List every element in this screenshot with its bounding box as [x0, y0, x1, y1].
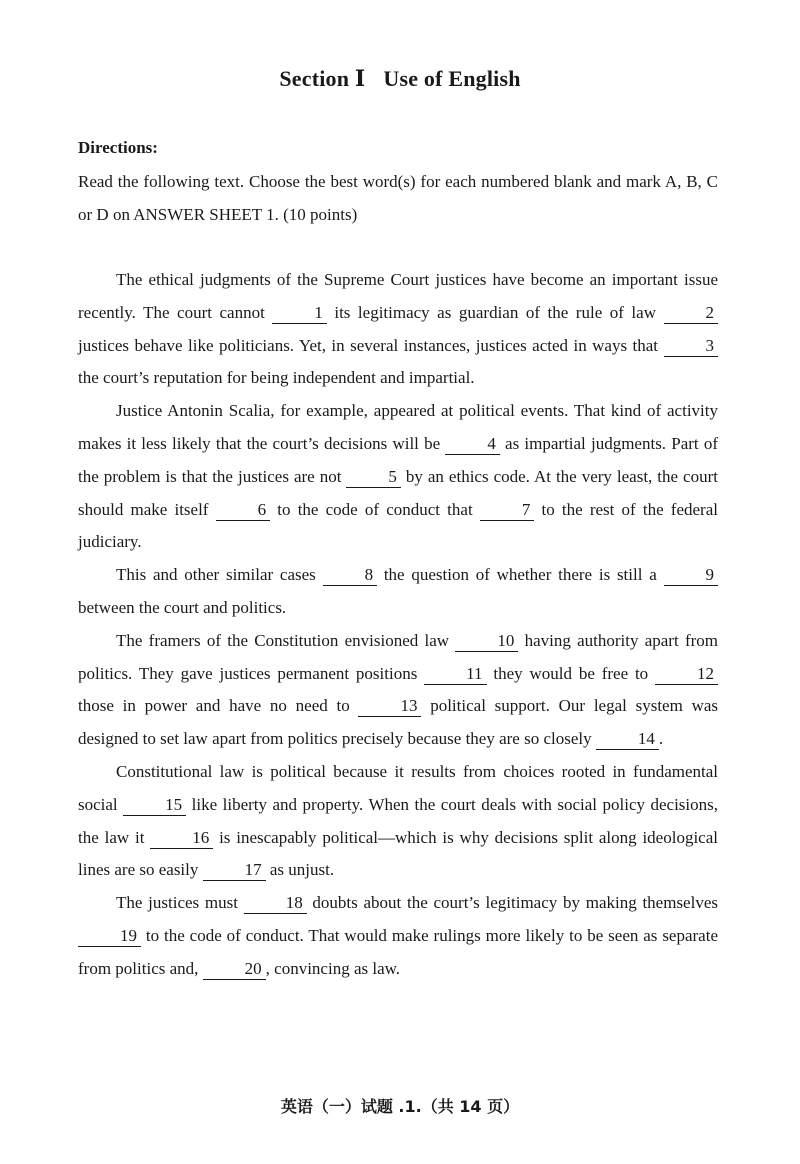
passage-text: .	[658, 729, 664, 749]
passage-text: the question of whether there is still a	[377, 565, 664, 585]
blank-4: 4	[445, 434, 500, 455]
section-name: Use of English	[383, 66, 521, 91]
directions-text: Read the following text. Choose the best word(s) for each numbered blank and mark A, B, C or D on ANSWER SHEET 1. (10 points)	[78, 172, 718, 224]
blank-12: 12	[655, 664, 718, 685]
passage-text: to the code of conduct. That would make rulings more likely to be seen as separate from politics and,	[78, 925, 718, 978]
blank-1: 1	[272, 303, 327, 324]
passage-text: to the rest of the federal judiciary.	[78, 499, 718, 552]
paragraph	[78, 887, 718, 985]
passage-text: its legitimacy as guardian of the rule of law	[326, 302, 664, 322]
passage-text: they would be free to	[486, 663, 656, 683]
passage-text: The ethical judgments of the Supreme Court justices have become an important issue recently. The court cannot	[78, 270, 718, 322]
blank-11: 11	[424, 664, 486, 685]
section-title	[0, 66, 800, 92]
blank-8: 8	[323, 565, 378, 586]
passage-text: having authority apart from politics. They gave justices permanent positions	[78, 630, 718, 683]
blank-13: 13	[358, 696, 421, 717]
passage	[78, 264, 718, 986]
passage-text: justices behave like politicians. Yet, in several instances, justices acted in ways that	[78, 335, 664, 355]
page-footer: 英语（一）试题 .1.（共 14 页）	[280, 1097, 520, 1116]
paragraph	[78, 559, 718, 625]
blank-19: 19	[78, 926, 141, 947]
passage-text: like liberty and property. When the court deals with social policy decisions, the law it	[78, 794, 719, 847]
paragraph	[78, 395, 718, 559]
passage-text: The framers of the Constitution envisioned law	[116, 630, 456, 650]
blank-2: 2	[664, 303, 719, 324]
passage-text: as impartial judgments. Part of the problem is that the justices are not	[78, 433, 718, 486]
passage-text: The justices must	[116, 893, 244, 913]
blank-5: 5	[346, 467, 401, 488]
passage-text: Justice Antonin Scalia, for example, appeared at political events. That kind of activity makes it less likely that the court’s decisions will be	[78, 401, 718, 453]
blank-14: 14	[596, 729, 659, 750]
passage-text: doubts about the court’s legitimacy by making themselves	[306, 893, 718, 913]
blank-3: 3	[664, 336, 719, 357]
passage-text: Constitutional law is political because it results from choices rooted in fundamental social	[78, 761, 718, 814]
blank-17: 17	[203, 860, 266, 881]
passage-text: by an ethics code. At the very least, the court should make itself	[78, 466, 718, 519]
paragraph	[78, 264, 718, 395]
blank-18: 18	[244, 893, 307, 914]
passage-text: to the code of conduct that	[270, 499, 480, 519]
blank-6: 6	[216, 500, 271, 521]
blank-20: 20	[203, 959, 266, 980]
passage-text: the court’s reputation for being independent and impartial.	[78, 368, 475, 388]
passage-text: political support. Our legal system was designed to set law apart from politics precisely because they are so closely	[78, 696, 719, 749]
directions-heading: Directions:	[78, 138, 158, 157]
blank-7: 7	[480, 500, 535, 521]
passage-text: as unjust.	[265, 860, 335, 880]
blank-10: 10	[455, 631, 518, 652]
passage-text: , convincing as law.	[265, 958, 401, 978]
section-number: Section Ⅰ	[279, 66, 366, 91]
blank-16: 16	[150, 828, 213, 849]
passage-text: is inescapably political—which is why decisions split along ideological lines are so easily	[78, 827, 718, 880]
passage-text: This and other similar cases	[116, 565, 323, 585]
paragraph	[78, 756, 718, 887]
blank-9: 9	[664, 565, 719, 586]
passage-text: between the court and politics.	[78, 597, 287, 617]
directions-text-block	[78, 166, 718, 232]
blank-15: 15	[123, 795, 186, 816]
passage-text: those in power and have no need to	[78, 696, 359, 716]
paragraph	[78, 625, 718, 756]
